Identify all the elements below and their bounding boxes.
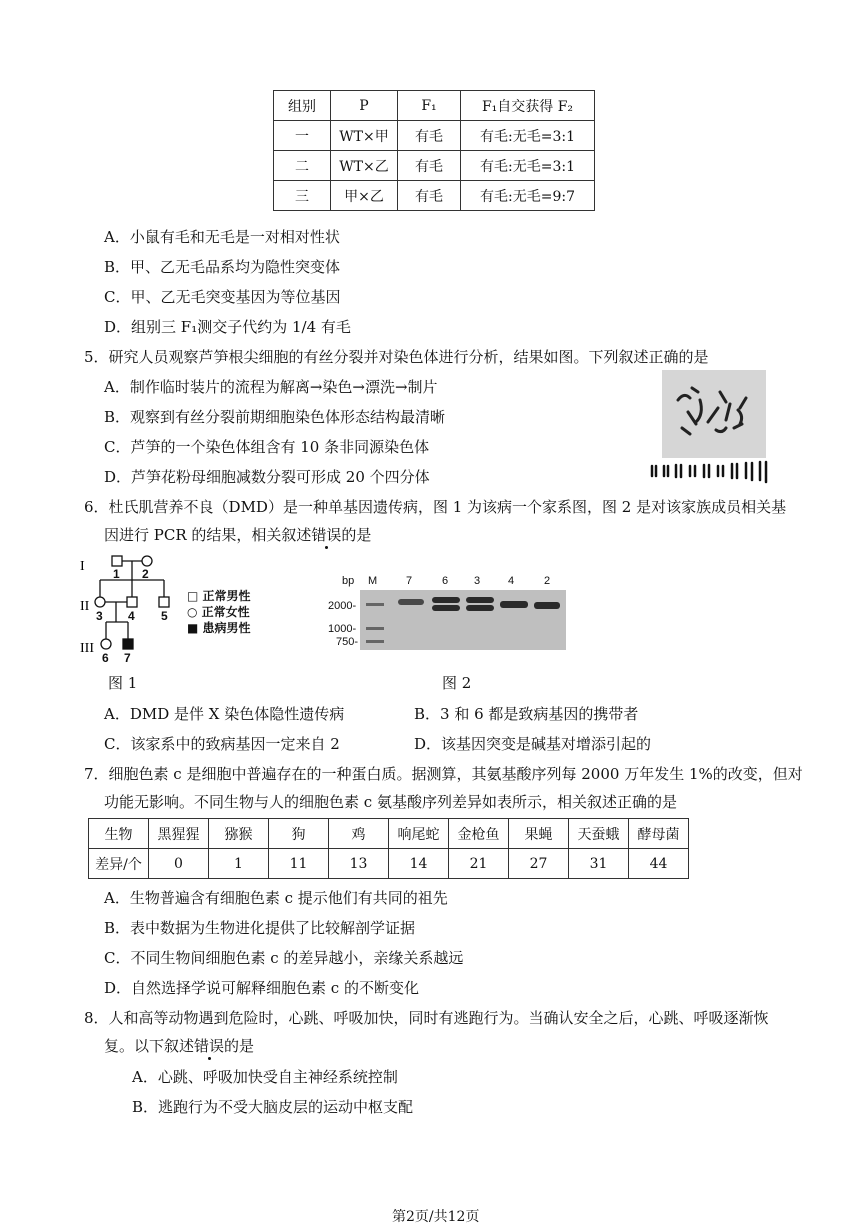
table-cell: 二	[274, 151, 331, 181]
q6-stem-line1: 6．杜氏肌营养不良（DMD）是一种单基因遗传病，图 1 为该病一个家系图，图 2 是对该家族成员相关基	[84, 498, 787, 516]
marker-label: 1000-	[328, 623, 357, 635]
member-label: 7	[124, 651, 131, 665]
gen-label: I	[80, 559, 85, 574]
table-cell: 13	[329, 849, 389, 879]
q4-option-b: B．甲、乙无毛品系均为隐性突变体	[104, 258, 341, 276]
chromosome-micrograph	[648, 370, 778, 488]
table-cell: 狗	[269, 819, 329, 849]
q7-stem-line1: 7．细胞色素 c 是细胞中普遍存在的一种蛋白质。据测算，其氨基酸序列每 2000 万年发生 1%的改变，但对	[84, 765, 803, 783]
stem-text: 的是	[224, 1037, 255, 1055]
table-cell: 有毛	[398, 151, 461, 181]
q7-option-d: D．自然选择学说可解释细胞色素 c 的不断变化	[104, 979, 419, 997]
emphasized-word: 错误	[194, 1037, 225, 1055]
table-cell: 1	[209, 849, 269, 879]
cross-results-table	[273, 90, 595, 211]
female-2	[142, 556, 152, 566]
q5-stem: 5．研究人员观察芦笋根尖细胞的有丝分裂并对染色体进行分析，结果如图。下列叙述正确的是	[84, 348, 709, 366]
table-cell: 金枪鱼	[449, 819, 509, 849]
gen-label: II	[80, 599, 90, 614]
q6-stem-line2	[104, 524, 371, 545]
lane-label: 3	[474, 575, 481, 587]
table-cell: 果蝇	[509, 819, 569, 849]
table-cell: 组别	[274, 91, 331, 121]
table-cell: WT×乙	[331, 151, 398, 181]
q4-option-d: D．组别三 F₁测交子代约为 1/4 有毛	[104, 318, 351, 336]
table-cell: P	[331, 91, 398, 121]
q7-option-c: C．不同生物间细胞色素 c 的差异越小，亲缘关系越远	[104, 949, 464, 967]
table-cell: 14	[389, 849, 449, 879]
member-label: 1	[113, 567, 120, 581]
q6-option-b: B．3 和 6 都是致病基因的携带者	[414, 705, 639, 723]
table-cell: 有毛:无毛=3:1	[461, 151, 595, 181]
table-cell: 酵母菌	[629, 819, 689, 849]
figure1-caption: 图 1	[108, 674, 138, 692]
table-cell: 甲×乙	[331, 181, 398, 211]
table-cell: 有毛:无毛=9:7	[461, 181, 595, 211]
table-cell: F₁	[398, 91, 461, 121]
emphasized-word: 错误	[311, 526, 342, 544]
member-label: 5	[161, 609, 168, 623]
marker-label: 750-	[336, 636, 359, 648]
q5-option-c: C．芦笋的一个染色体组含有 10 条非同源染色体	[104, 438, 430, 456]
legend-normal-male: □ 正常男性	[187, 589, 251, 603]
table-row	[274, 151, 595, 181]
table-row	[89, 849, 689, 879]
table-cell: 鸡	[329, 819, 389, 849]
gel-header: M	[368, 575, 378, 587]
female-6	[101, 639, 111, 649]
table-cell: 一	[274, 121, 331, 151]
lane-label: 6	[442, 575, 449, 587]
member-label: 2	[142, 567, 149, 581]
male-4	[127, 597, 137, 607]
figure2-caption: 图 2	[442, 674, 472, 692]
q7-stem-line2: 功能无影响。不同生物与人的细胞色素 c 氨基酸序列差异如表所示，相关叙述正确的是	[104, 793, 677, 811]
table-cell: 有毛	[398, 181, 461, 211]
q5-option-b: B．观察到有丝分裂前期细胞染色体形态结构最清晰	[104, 408, 446, 426]
pedigree-figure	[72, 550, 262, 670]
q6-option-c: C．该家系中的致病基因一定来自 2	[104, 735, 340, 753]
table-cell: 黑猩猩	[149, 819, 209, 849]
q8-option-b: B．逃跑行为不受大脑皮层的运动中枢支配	[132, 1098, 414, 1116]
table-row	[89, 819, 689, 849]
table-cell: 生物	[89, 819, 149, 849]
q5-option-d: D．芦笋花粉母细胞减数分裂可形成 20 个四分体	[104, 468, 430, 486]
table-cell: 猕猴	[209, 819, 269, 849]
female-3	[95, 597, 105, 607]
table-cell: 响尾蛇	[389, 819, 449, 849]
pcr-gel-figure	[328, 572, 574, 652]
q7-option-a: A．生物普遍含有细胞色素 c 提示他们有共同的祖先	[104, 889, 448, 907]
table-cell: 有毛:无毛=3:1	[461, 121, 595, 151]
lane-label: 2	[544, 575, 551, 587]
table-header-row	[274, 91, 595, 121]
table-cell: WT×甲	[331, 121, 398, 151]
stem-text: 复。以下叙述	[104, 1037, 195, 1055]
lane-label: 7	[406, 575, 413, 587]
member-label: 6	[102, 651, 109, 665]
male-1	[112, 556, 122, 566]
table-cell: 差异/个	[89, 849, 149, 879]
legend-affected-male: ■ 患病男性	[187, 621, 251, 635]
table-row	[274, 121, 595, 151]
table-cell: 44	[629, 849, 689, 879]
table-cell: 11	[269, 849, 329, 879]
cytochrome-c-table	[88, 818, 689, 879]
table-cell: 0	[149, 849, 209, 879]
emphasis-dots	[311, 526, 341, 544]
table-cell: 有毛	[398, 121, 461, 151]
table-cell: 21	[449, 849, 509, 879]
male-5	[159, 597, 169, 607]
table-cell: 三	[274, 181, 331, 211]
q6-option-a: A．DMD 是伴 X 染色体隐性遗传病	[104, 705, 345, 723]
affected-male-7	[123, 639, 133, 649]
table-cell: 27	[509, 849, 569, 879]
member-label: 4	[128, 609, 135, 623]
stem-text: 因进行 PCR 的结果，相关叙述	[104, 526, 312, 544]
gel-header: bp	[342, 575, 355, 587]
q8-option-a: A．心跳、呼吸加快受自主神经系统控制	[132, 1068, 398, 1086]
legend-normal-female: ○ 正常女性	[187, 605, 250, 619]
q4-option-c: C．甲、乙无毛突变基因为等位基因	[104, 288, 341, 306]
marker-label: 2000-	[328, 600, 357, 612]
member-label: 3	[96, 609, 103, 623]
q6-option-d: D．该基因突变是碱基对增添引起的	[414, 735, 652, 753]
emphasis-dots	[194, 1037, 224, 1055]
q7-option-b: B．表中数据为生物进化提供了比较解剖学证据	[104, 919, 416, 937]
lane-label: 4	[508, 575, 515, 587]
stem-text: 的是	[341, 526, 372, 544]
page-footer: 第2页/共12页	[392, 1209, 480, 1225]
table-cell: F₁自交获得 F₂	[461, 91, 595, 121]
q8-stem-line1: 8．人和高等动物遇到危险时，心跳、呼吸加快，同时有逃跑行为。当确认安全之后，心跳、呼吸逐渐恢	[84, 1009, 769, 1027]
gen-label: III	[80, 641, 94, 656]
table-row	[274, 181, 595, 211]
q5-option-a: A．制作临时装片的流程为解离→染色→漂洗→制片	[104, 378, 438, 396]
table-cell: 天蚕蛾	[569, 819, 629, 849]
table-cell: 31	[569, 849, 629, 879]
q8-stem-line2	[104, 1035, 254, 1056]
q4-option-a: A．小鼠有毛和无毛是一对相对性状	[104, 228, 340, 246]
